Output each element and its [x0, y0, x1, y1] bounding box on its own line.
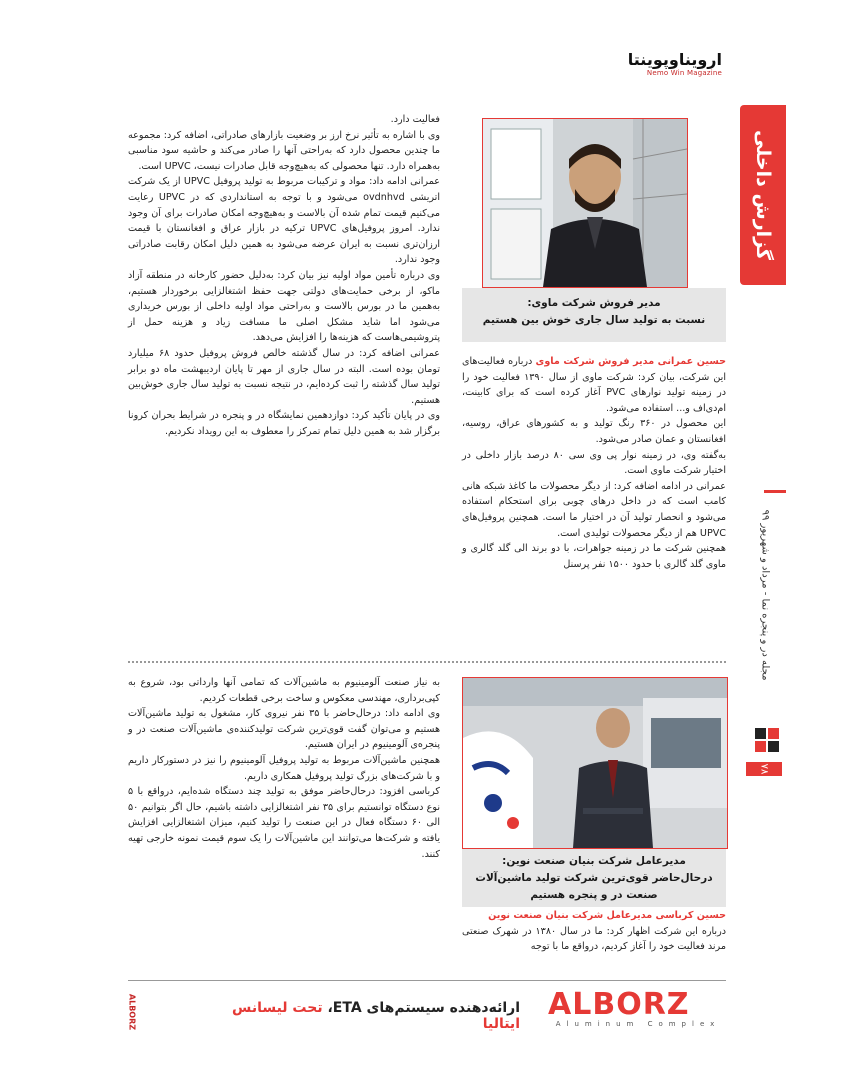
paragraph-text: این محصول در ۳۶۰ رنگ تولید و به کشورهای عراق، روسیه، افغانستان و عمان صادر می‌شود. — [462, 418, 726, 445]
paragraph: فعالیت دارد. — [390, 114, 440, 125]
alborz-logo-tag: Aluminum Complex — [555, 1020, 721, 1028]
magazine-mark-icon — [752, 725, 782, 755]
issue-meta-text: مجله در و پنجره نما - مرداد و شهریور ۹۹ — [759, 509, 771, 681]
caption-mavi-line2: نسبت به تولید سال جاری خوش بین هستیم — [482, 314, 706, 326]
paragraph: وی در پایان تأکید کرد: دوازدهمین نمایشگاه در و پنجره در شرایط بحران کرونا برگزار شد به همین دلیل تمام تمرکز را معطوف به این رویداد نکردیم. — [128, 410, 440, 437]
footer-ad-text-part1: ارائه‌دهنده سیستم‌های — [361, 1000, 520, 1016]
caption-bonyan-line3: صنعت در و پنجره هستیم — [530, 889, 658, 901]
magazine-logo — [627, 50, 722, 84]
paragraph: عمرانی اضافه کرد: در سال گذشته خالص فروش پروفیل حدود ۶۸ میلیارد تومان بوده است. البته در سال جاری از مهر تا پایان اردیبهشت ماه دو برابر تولید سال گذشته را ثبت کرده‌ایم، در نتیجه نسبت به تولید سال جاری خوش‌بین هستیم. — [128, 347, 440, 406]
article2-right-column — [462, 908, 726, 955]
caption-bonyan-line2: درحال‌حاضر قوی‌ترین شرکت تولید ماشین‌آلات — [475, 872, 713, 884]
article2-left-column — [128, 675, 440, 862]
portrait-photo-bonyan — [462, 677, 728, 849]
caption-bonyan — [462, 849, 726, 907]
side-accent-line — [764, 490, 786, 493]
paragraph: عمرانی ادامه داد: مواد و ترکیبات مربوط به تولید پروفیل UPVC از یک شرکت اتریشی ovdnhvd می‌شود و با توجه به استانداردی که در UPVC رعایت می‌کنیم قیمت تمام شده آن بالاست و به‌هیچ‌وجه امکان صادرات برای آن وجود ندارد. امروز پروفیل‌های UPVC ترکیه در بازار عراق و افغانستان با قیمت ارزان‌تری نسبت به ایران عرضه می‌شود به همین دلیل امکان رقابت صادراتی وجود ندارد. — [128, 176, 441, 266]
issue-meta — [755, 495, 775, 695]
page-number: ۷۸ — [758, 763, 770, 775]
paragraph: همچنین ماشین‌آلات مربوط به تولید پروفیل آلومینیوم را نیز در دستورکار داریم و با شرکت‌های بزرگ تولید پروفیل همکاری داریم. — [128, 754, 440, 782]
article1-left-column — [128, 112, 440, 439]
paragraph — [462, 448, 726, 479]
section-title: گزارش داخلی — [752, 129, 774, 261]
footer-ad-text — [190, 1000, 520, 1032]
article-divider — [128, 661, 726, 663]
alborz-logo-word: ALBORZ — [548, 987, 690, 1022]
caption-mavi — [462, 288, 726, 342]
footer-ad-text-part2: تحت لیسانس ایتالیا — [232, 1000, 520, 1032]
headline-omrani: حسین عمرانی مدیر فروش شرکت ماوی — [535, 356, 727, 367]
magazine-logo-text: ارویناوپوینتا — [627, 50, 722, 69]
caption-bonyan-line1: مدیرعامل شرکت بنیان صنعت نوین: — [502, 855, 686, 867]
paragraph — [462, 416, 726, 447]
paragraph: کرباسی افزود: درحال‌حاضر موفق به تولید چند دستگاه شده‌ایم، درواقع با ۵ نوع دستگاه توانستیم برای ۳۵ نفر اشتغالزایی داشته باشیم، حال اگر بتوانیم ۵۰ الی ۶۰ دستگاه فعال در این صنعت را تولید کنیم، میزان اشتغالزایی افزایش یافته و شرکت‌ها می‌توانند این ماشین‌آلات را یک سوم قیمت نمونه خارجی تهیه کنند. — [128, 786, 440, 860]
paragraph — [462, 354, 726, 416]
caption-mavi-line1: مدیر فروش شرکت ماوی: — [527, 297, 661, 309]
paragraph: به نیاز صنعت آلومینیوم به ماشین‌آلات که تمامی آنها وارداتی بود، شروع به کپی‌برداری، مهندسی معکوس و ساخت برخی قطعات کردیم. — [128, 677, 440, 704]
paragraph-text: به‌گفته وی، در زمینه نوار پی وی سی ۸۰ درصد بازار داخلی در اختیار شرکت ماوی است. — [462, 449, 726, 477]
footer-small-logo — [126, 992, 138, 1032]
paragraph: وی با اشاره به تأثیر نرخ ارز بر وضعیت بازارهای صادراتی، اضافه کرد: مجموعه ما چندین محصول دارد که به‌راحتی آنها را صادر می‌کند و حاشیه سود مناسبی به‌همراه دارد. تنها محصولی که به‌هیچ‌وجه قابل صادرات نیست، UPVC است. — [128, 129, 440, 172]
portrait-photo-mavi — [482, 118, 688, 288]
paragraph-text: عمرانی در ادامه اضافه کرد: از دیگر محصولات ما کاغذ شبکه هانی کامب است که در داخل درهای چوبی برای استحکام استفاده می‌شود و انحصار تولید آن در اختیار ما است. همچنین پروفیل‌های UPVC هم از دیگر محصولات تولیدی است. — [462, 480, 726, 539]
article1-right-column — [462, 354, 726, 572]
paragraph — [462, 908, 726, 924]
section-tab — [740, 105, 786, 285]
page-number-badge — [746, 762, 782, 776]
paragraph — [462, 541, 726, 572]
footer-divider — [128, 980, 726, 981]
paragraph: درباره این شرکت اظهار کرد: ما در سال ۱۳۸۰ در شهرک صنعتی مرند فعالیت خود را آغاز کردیم، درواقع ما با توجه — [462, 925, 726, 953]
paragraph-text: همچنین شرکت ما در زمینه جواهرات، با دو برند الی گلد گالری و ماوی گلد گالری با حدود ۱۵۰۰ نفر پرسنل — [462, 543, 726, 570]
paragraph: وی درباره تأمین مواد اولیه نیز بیان کرد: به‌دلیل حضور کارخانه در منطقه آزاد ماکو، از برخی حمایت‌های دولتی جهت حفظ اشتغالزایی برخوردار هستیم، به‌همین ما در بورس بالاست و به‌راحتی مواد اولیه داخلی از بورس خریداری می‌شود اما شاید مشکل اصلی ما مسافت زیاد و هزینه حمل از پتروشیمی‌هاست که هزینه‌ها را افزایش می‌دهد. — [128, 269, 440, 344]
footer-small-logo-text: ALBORZ — [127, 993, 137, 1031]
paragraph — [462, 479, 726, 541]
footer-ad-text-eta: ETA، — [322, 1000, 362, 1016]
headline-karbasi: حسین کرباسی مدیرعامل شرکت بنیان صنعت نوین — [488, 910, 726, 921]
paragraph: وی ادامه داد: درحال‌حاضر با ۳۵ نفر نیروی کار، مشغول به تولید ماشین‌آلات هستیم و می‌توان گفت قوی‌ترین شرکت تولیدکننده‌ی ماشین‌آلات صنعت در و پنجره‌ی آلومینیوم در ایران هستیم. — [128, 708, 440, 751]
magazine-logo-sub: Nemo Win Magazine — [646, 69, 722, 77]
paragraph-text: درباره فعالیت‌های این شرکت، بیان کرد: شرکت ماوی از سال ۱۳۹۰ فعالیت خود را در زمینه تولید نوارهای PVC آغاز کرده است که برای کابینت، ام‌دی‌اف و... استفاده می‌شود. — [462, 356, 726, 414]
alborz-logo — [548, 987, 728, 1030]
